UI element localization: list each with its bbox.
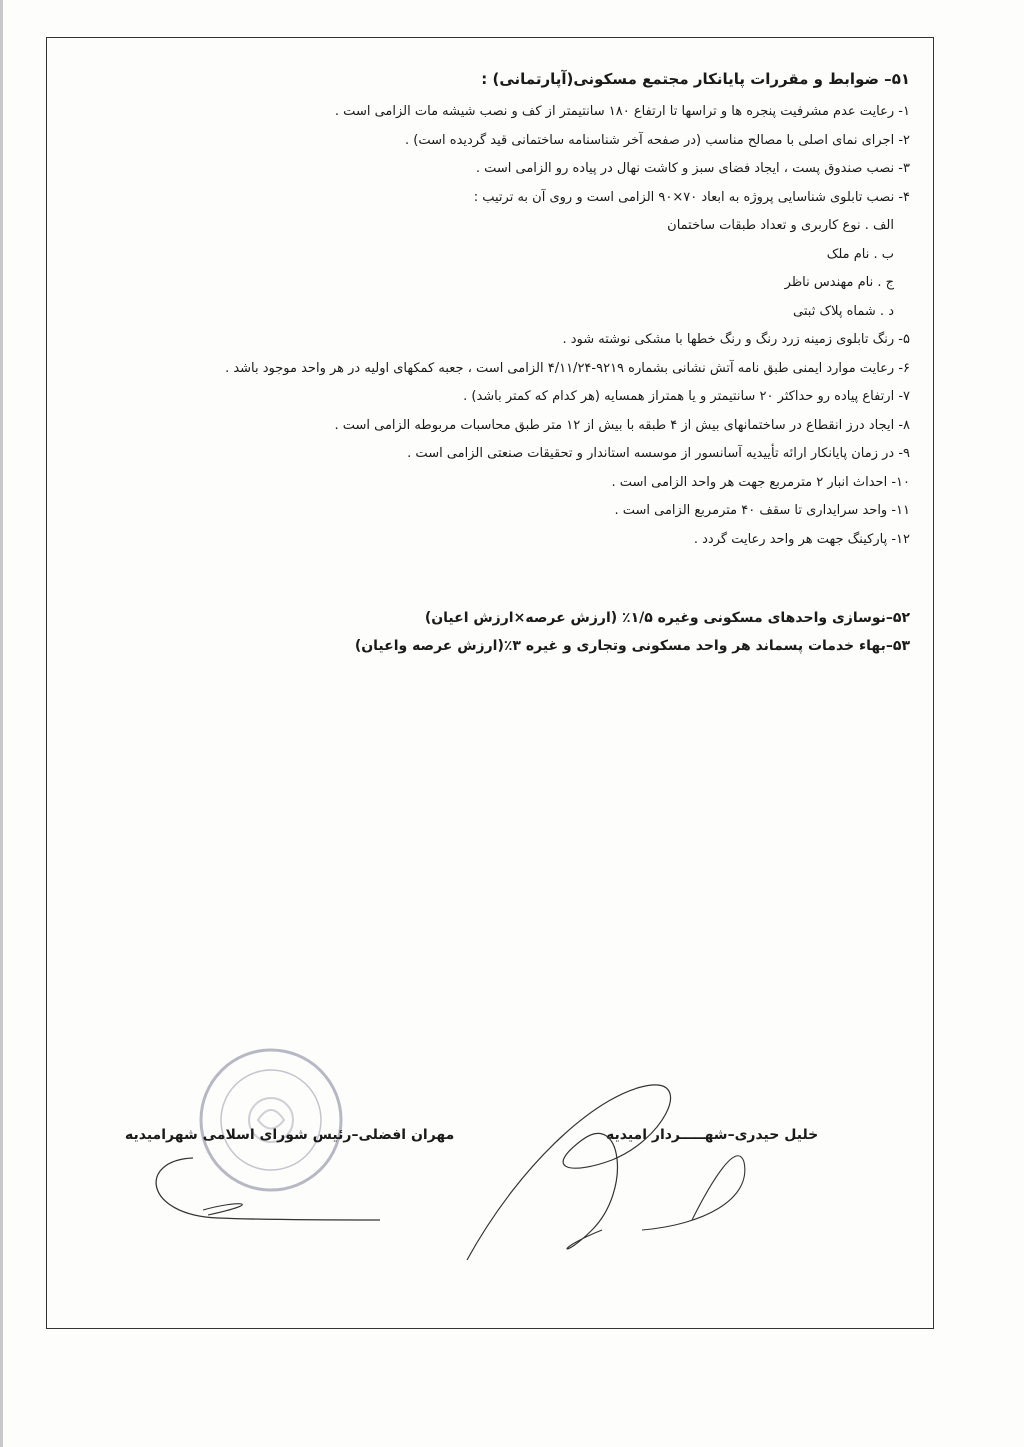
rule-item: ۴- نصب تابلوی شناسایی پروژه به ابعاد ۷۰×۹۰ الزامی است و روی آن به ترتیب : [473,189,910,205]
rule-item: ۹- در زمان پایانکار ارائه تأییدیه آسانسور از موسسه استاندار و تحقیقات صنعتی الزامی است . [407,446,910,461]
mayor-signature [462,1080,762,1284]
council-head-signature-label: مهران افضلی–رئیس شورای اسلامی شهرامیدیه [125,1127,455,1143]
section-52: ۵۲–نوسازی واحدهای مسکونی وغیره ۱/۵٪ (ارزش عرصه×ارزش اعیان) [424,610,910,626]
section-53: ۵۳–بهاء خدمات پسماند هر واحد مسکونی وتجاری و غیره ۳٪(ارزش عرصه واعیان) [354,638,910,654]
rule-item: ۳- نصب صندوق پست ، ایجاد فضای سبز و کاشت نهال در پیاده رو الزامی است . [475,161,910,176]
rule-subitem: د . شماه پلاک ثبتی [793,303,894,319]
rule-item: ۲- اجرای نمای اصلی با مصالح مناسب (در صفحه آخر شناسنامه ساختمانی قید گردیده است) . [405,132,910,148]
document-body [130,68,910,660]
rule-subitem: الف . نوع کاربری و تعداد طبقات ساختمان [667,218,894,233]
section-51-title: ۵۱– ضوابط و مقررات پایانکار مجتمع مسکونی(آپارتمانی) : [481,70,910,88]
rule-subitem: ب . نام ملک [826,246,894,262]
rule-item: ۸- ایجاد درز انقطاع در ساختمانهای بیش از ۴ طبقه با بیش از ۱۲ متر طبق محاسبات مربوطه الزامی است . [334,417,910,433]
rule-item: ۶- رعایت موارد ایمنی طبق نامه آتش نشانی بشماره ۹۲۱۹-۴/۱۱/۲۴ الزامی است ، جعبه کمکهای اولیه در هر واحد موجود باشد . [225,360,910,376]
rule-item: ۷- ارتفاع پیاده رو حداکثر ۲۰ سانتیمتر و یا همتراز همسایه (هر کدام که کمتر باشد) . [463,389,910,404]
rule-item: ۱۱- واحد سرایداری تا سقف ۴۰ مترمربع الزامی است . [614,503,910,518]
scan-edge [0,0,3,1447]
rule-item: ۵- رنگ تابلوی زمینه زرد رنگ و رنگ خطها با مشکی نوشته شود . [562,332,910,347]
mayor-signature-label: خلیل حیدری–شهـــــردار امیدیه [606,1127,819,1143]
rule-item: ۱- رعایت عدم مشرفیت پنجره ها و تراسها تا ارتفاع ۱۸۰ سانتیمتر از کف و نصب شیشه مات الزامی است . [334,104,910,119]
rule-item: ۱۰- احداث انبار ۲ مترمربع جهت هر واحد الزامی است . [611,474,910,490]
council-head-signature [148,1140,388,1244]
rule-item: ۱۲- پارکینگ جهت هر واحد رعایت گردد . [693,531,910,547]
rule-subitem: ج . نام مهندس ناظر [784,275,894,290]
